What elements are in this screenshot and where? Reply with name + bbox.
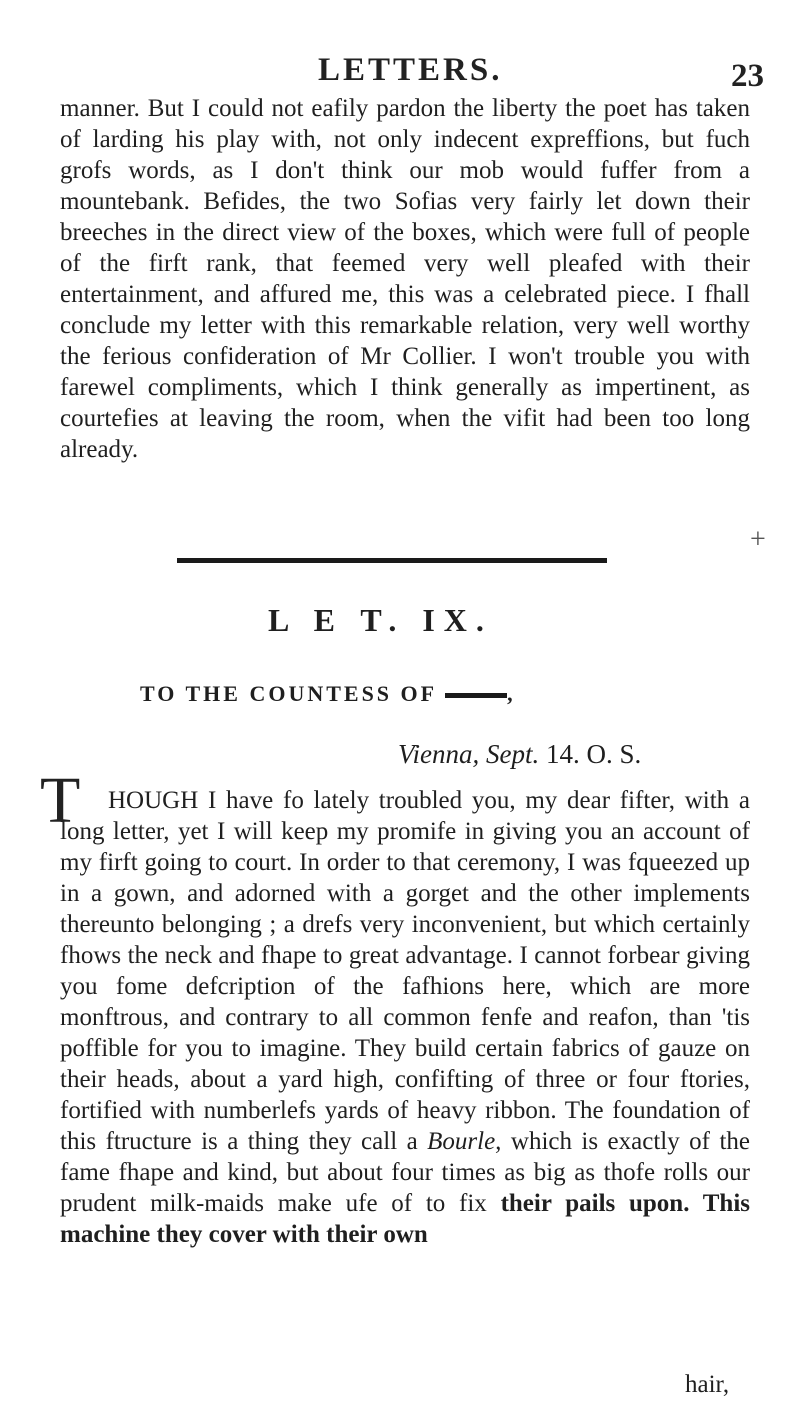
body-text-bold-tail: their pails upon. This machine they cover with their own (60, 1190, 750, 1248)
dateline-place: Vienna, (398, 739, 480, 769)
letter-heading: L E T. IX. (268, 602, 493, 638)
dateline-rest: 14. O. S. (545, 739, 642, 769)
addressee-comma: , (507, 681, 516, 706)
previous-letter-paragraph: manner. But I could not eafily pardon the liberty the poet has taken of larding his play with, not only indecent expreffions, but fuch grofs words, as I don't think our mob would fuffer from a mountebank. Befides, the two Sofias very fairly let down their breeches in the direct view of the boxes, which were full of people of the firft rank, that feemed very well pleafed with their entertainment, and affured me, this was a celebrated piece. I fhall conclude my letter with this remarkable relation, very well worthy the ferious confideration of Mr Collier. I won't trouble you with farewel compliments, which I think generally as impertinent, as courtefies at leaving the room, when the vifit had been too long already. (60, 95, 750, 463)
running-head: LETTERS. (318, 52, 503, 88)
letter-addressee (140, 681, 516, 707)
section-divider-rule (177, 558, 607, 563)
dateline (398, 739, 641, 770)
catchword: hair, (685, 1371, 730, 1398)
drop-cap: T (40, 764, 81, 837)
letter-body-paragraph (60, 785, 750, 1250)
addressee-text: TO THE COUNTESS OF (140, 681, 438, 706)
body-text-end: which is exactly of the fame fhape and kind, but about four times as big as thofe rolls our prudent milk-maids make ufe of to fix (60, 1128, 750, 1217)
body-text-start: fifter, with a long letter, yet I will keep my promife in giving you an account of my firft going to court. In order to that ceremony, I was fqueezed up in a gown, and adorned with a gorget and the other implements thereunto belonging ; a drefs very inconvenient, but which certainly fhows the neck and fhape to great advantage. I cannot forbear giving you fome defcription of the fafhions here, which are more monftrous, and contrary to all common fenfe and reafon, than 'tis poffible for you to imagine. They build certain fabrics of gauze on their heads, about a yard high, confifting of three or four ftories, fortified with numberlefs yards of heavy ribbon. The foundation of this ftructure is a thing they call a (60, 787, 751, 1155)
bourle-term: Bourle, (427, 1128, 502, 1155)
page-number: 23 (731, 58, 764, 94)
addressee-dash (445, 693, 507, 698)
printer-mark: + (750, 524, 766, 555)
first-line-text: HOUGH I have fo lately troubled you, my dear (108, 787, 611, 814)
dateline-month: Sept. (485, 739, 540, 769)
